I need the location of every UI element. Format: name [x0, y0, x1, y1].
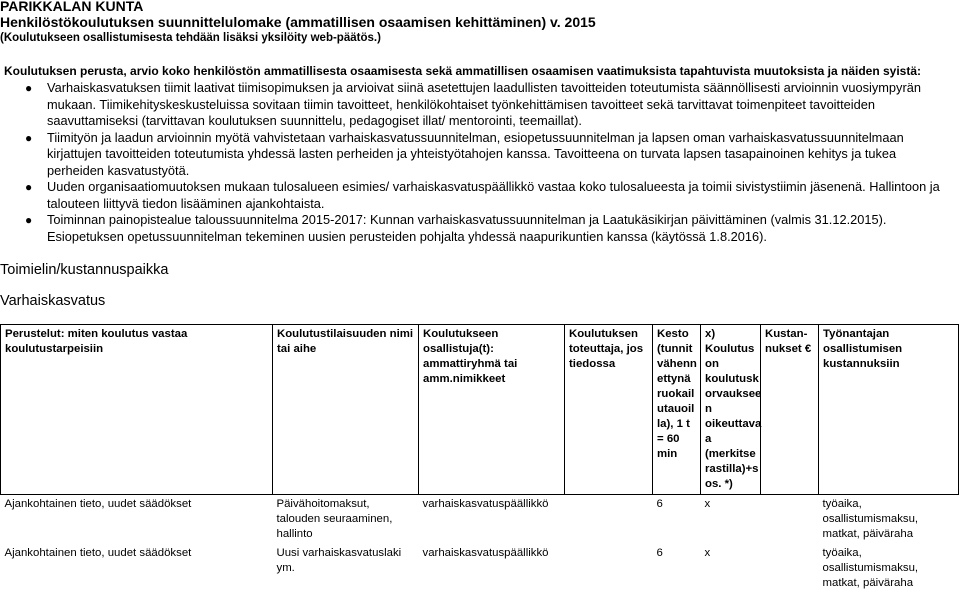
- header-cell-event-name: Koulutustilaisuuden nimi tai aihe: [273, 325, 419, 495]
- table-cell: [565, 495, 653, 545]
- bullet-item: [0, 80, 955, 130]
- table-row: [1, 544, 959, 593]
- table-cell: Ajankohtainen tieto, uudet säädökset: [4, 547, 192, 559]
- form-title: Henkilöstökoulutuksen suunnittelulomake (ammatillisen osaamisen kehittäminen) v. 2015: [0, 14, 596, 30]
- bullet-icon: ●: [25, 81, 33, 95]
- table-cell: 6: [656, 547, 663, 559]
- table-cell: 6: [656, 498, 663, 510]
- header-cell-provider: Koulutuksen toteuttaja, jos tiedossa: [565, 325, 653, 495]
- basis-bullet-list: [0, 80, 955, 245]
- table-header-row: [1, 325, 959, 495]
- section-unit-heading: Toimielin/kustannuspaikka: [0, 262, 169, 278]
- table-cell: Päivähoitomaksut, talouden seuraaminen, hallinto: [276, 498, 393, 540]
- table-row: [1, 495, 959, 545]
- bullet-item: [0, 179, 955, 212]
- bullet-icon: ●: [25, 130, 33, 145]
- table-cell: [761, 544, 819, 593]
- header-cell-costs: Kustan-nukset €: [761, 325, 819, 495]
- document-header: [0, 0, 596, 46]
- header-cell-participants: Koulutukseen osallistuja(t): ammattiryhmä tai amm.nimikkeet: [419, 325, 565, 495]
- table-cell: Uusi varhaiskasvatuslaki ym.: [276, 547, 402, 574]
- table-cell: varhaiskasvatuspäällikkö: [422, 498, 549, 510]
- table-cell: x: [704, 547, 711, 559]
- bullet-text: Uuden organisaatiomuutoksen mukaan tulosalueen esimies/ varhaiskasvatuspäällikkö vastaa koko tulosalueesta ja toimii sivistystiimin jäsenenä. Hallintoon ja talouteen liittyvä tiedon lisääminen ajankohtaista.: [47, 179, 940, 211]
- header-cell-compensation: x) Koulutus on koulutusk orvauksee n oikeuttava a (merkitse rastilla)+s os. *): [701, 325, 761, 495]
- table-cell: työaika, osallistumismaksu, matkat, päiväraha: [822, 547, 919, 589]
- bullet-item: [0, 212, 955, 245]
- intro-heading: Koulutuksen perusta, arvio koko henkilöstön ammatillisesta osaamisesta sekä ammatillisen osaamisen vaatimuksista tapahtuvista muutoksista ja näiden syistä:: [4, 64, 922, 78]
- training-plan-table: [0, 324, 959, 593]
- bullet-icon: ●: [25, 213, 33, 227]
- bullet-item: [0, 130, 955, 180]
- header-cell-employer-share: Työnantajan osallistumisen kustannuksiin: [819, 325, 959, 495]
- table-cell: varhaiskasvatuspäällikkö: [422, 547, 549, 559]
- section-name-heading: Varhaiskasvatus: [0, 293, 106, 309]
- table-cell: Ajankohtainen tieto, uudet säädökset: [4, 498, 192, 510]
- bullet-text: Tiimityön ja laadun arvioinnin myötä vahvistetaan varhaiskasvatussuunnitelman, esiopetussuunnitelman ja lapsen oman varhaiskasvatussuunnitelmaan kirjattujen tavoitteiden toteutumista yhdessä lasten perheiden ja yhteistyötahojen kanssa. Tavoitteena on turvata lapsen tasapainoinen kehitys ja tukea perheiden kasvatustyötä.: [47, 129, 904, 178]
- table-cell: x: [704, 498, 711, 510]
- table-cell: työaika, osallistumismaksu, matkat, päiväraha: [822, 498, 919, 540]
- form-subtitle: (Koulutukseen osallistumisesta tehdään lisäksi yksilöity web-päätös.): [0, 32, 381, 44]
- bullet-text: Varhaiskasvatuksen tiimit laativat tiimisopimuksen ja arvioivat siinä asetettujen laadullisten tavoitteiden toteutumista säännöllisesti arvioinnin vuosiympyrän mukaan. Tiimikehityskeskusteluissa sovitaan tiimin tavoitteet, henkilökohtaiset työnkehittämisen tavoitteet sekä tarvittavat toimenpiteet tavoitteiden saavuttamiseksi (tarvittavan koulutuksen suunnittelu, pedagogiset illat/ mentorointi, teemaillat).: [47, 80, 921, 128]
- organization-name: PARIKKALAN KUNTA: [0, 0, 144, 14]
- table-cell: [565, 544, 653, 593]
- header-cell-rationale: Perustelut: miten koulutus vastaa koulutustarpeisiin: [1, 325, 273, 495]
- bullet-icon: ●: [25, 180, 33, 194]
- header-cell-duration: Kesto (tunnit vähenn ettynä ruokail utauoil la), 1 t = 60 min: [653, 325, 701, 495]
- bullet-text: Toiminnan painopistealue taloussuunnitelma 2015-2017: Kunnan varhaiskasvatussuunnitelman ja Laatukäsikirjan päivittäminen (valmis 31.12.2015). Esiopetuksen opetussuunnitelman tekeminen uusien perusteiden pohjalta yhdessä naapurikuntien kanssa (käytössä 1.8.2016).: [47, 212, 887, 244]
- table-cell: [761, 495, 819, 545]
